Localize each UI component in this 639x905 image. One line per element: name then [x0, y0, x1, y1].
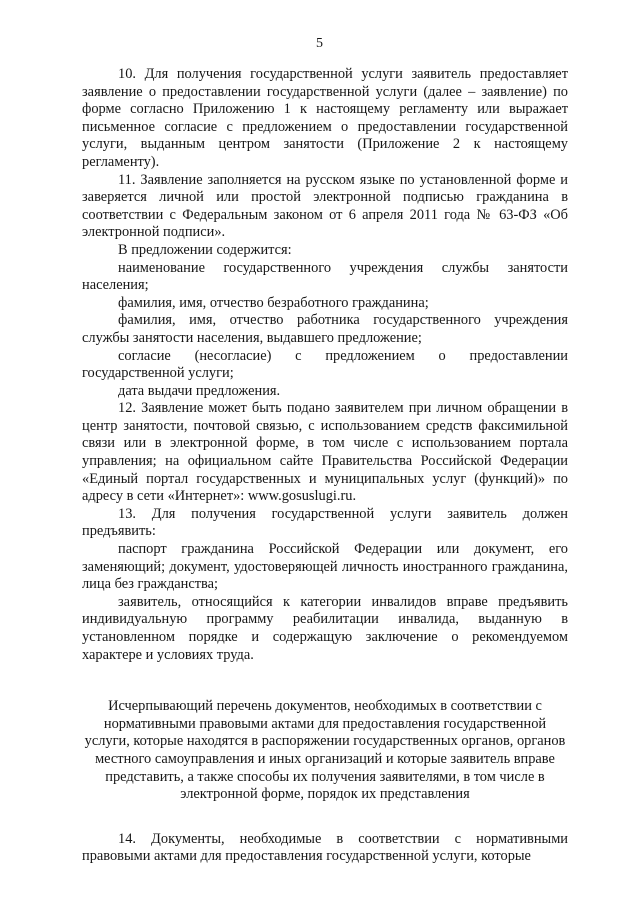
document-body: [82, 66, 568, 866]
required-document-rehabilitation-program: заявитель, относящийся к категории инвалидов вправе предъявить индивидуальную программу реабилитации инвалида, выданную в установленном порядке и содержащую заключение о рекомендуемом характере и условиях труда.: [82, 593, 568, 663]
proposal-item-consent: согласие (несогласие) с предложением о предоставлении государственной услуги;: [82, 347, 568, 382]
required-document-passport: паспорт гражданина Российской Федерации или документ, его заменяющий; документ, удостоверяющей личность иностранного гражданина, лица без гражданства;: [82, 541, 568, 593]
proposal-item-issue-date: дата выдачи предложения.: [118, 382, 281, 399]
proposal-item-employee-name: фамилия, имя, отчество работника государственного учреждения службы занятости населения, выдавшего предложение;: [82, 312, 568, 346]
proposal-item-institution-name: наименование государственного учреждения службы занятости населения;: [82, 259, 568, 294]
paragraph-11: 11. Заявление заполняется на русском языке по установленной форме и заверяется личной или простой электронной подписью гражданина в соответствии с Федеральным законом от 6 апреля 2011 года № 63-ФЗ «Об электронной подписи».: [82, 171, 568, 241]
paragraph-10: 10. Для получения государственной услуги заявитель предоставляет заявление о предоставлении государственной услуги (далее – заявление) по форме согласно Приложению 1 к настоящему регламенту или выражает письменное согласие с предложением о предоставлении государственной услуги, выданным центром занятости (Приложение 2 к настоящему регламенту).: [82, 66, 568, 170]
paragraph-13: 13. Для получения государственной услуги заявитель должен предъявить:: [82, 505, 568, 540]
proposal-item-unemployed-name: фамилия, имя, отчество безработного гражданина;: [118, 294, 429, 311]
page-number: 5: [316, 36, 323, 51]
paragraph-14: 14. Документы, необходимые в соответствии с нормативными правовыми актами для предоставления государственной услуги, которые: [82, 830, 568, 865]
proposal-contents-intro: В предложении содержится:: [118, 241, 292, 258]
section-heading: Исчерпывающий перечень документов, необходимых в соответствии с нормативными правовыми актами для предоставления государственной услуги, которые находятся в распоряжении государственных органов, органов местного самоуправления и иных организаций и которые заявитель вправе представить, а также способы их получения заявителями, в том числе в электронной форме, порядок их представления: [84, 698, 566, 803]
paragraph-12: 12. Заявление может быть подано заявителем при личном обращении в центр занятости, почтовой связью, с использованием средств факсимильной связи или в электронной форме, в том числе с использованием портала управления; на официальном сайте Правительства Российской Федерации «Единый портал государственных и муниципальных услуг (функций)» по адресу в сети «Интернет»: www.gosuslugi.ru.: [82, 400, 568, 505]
